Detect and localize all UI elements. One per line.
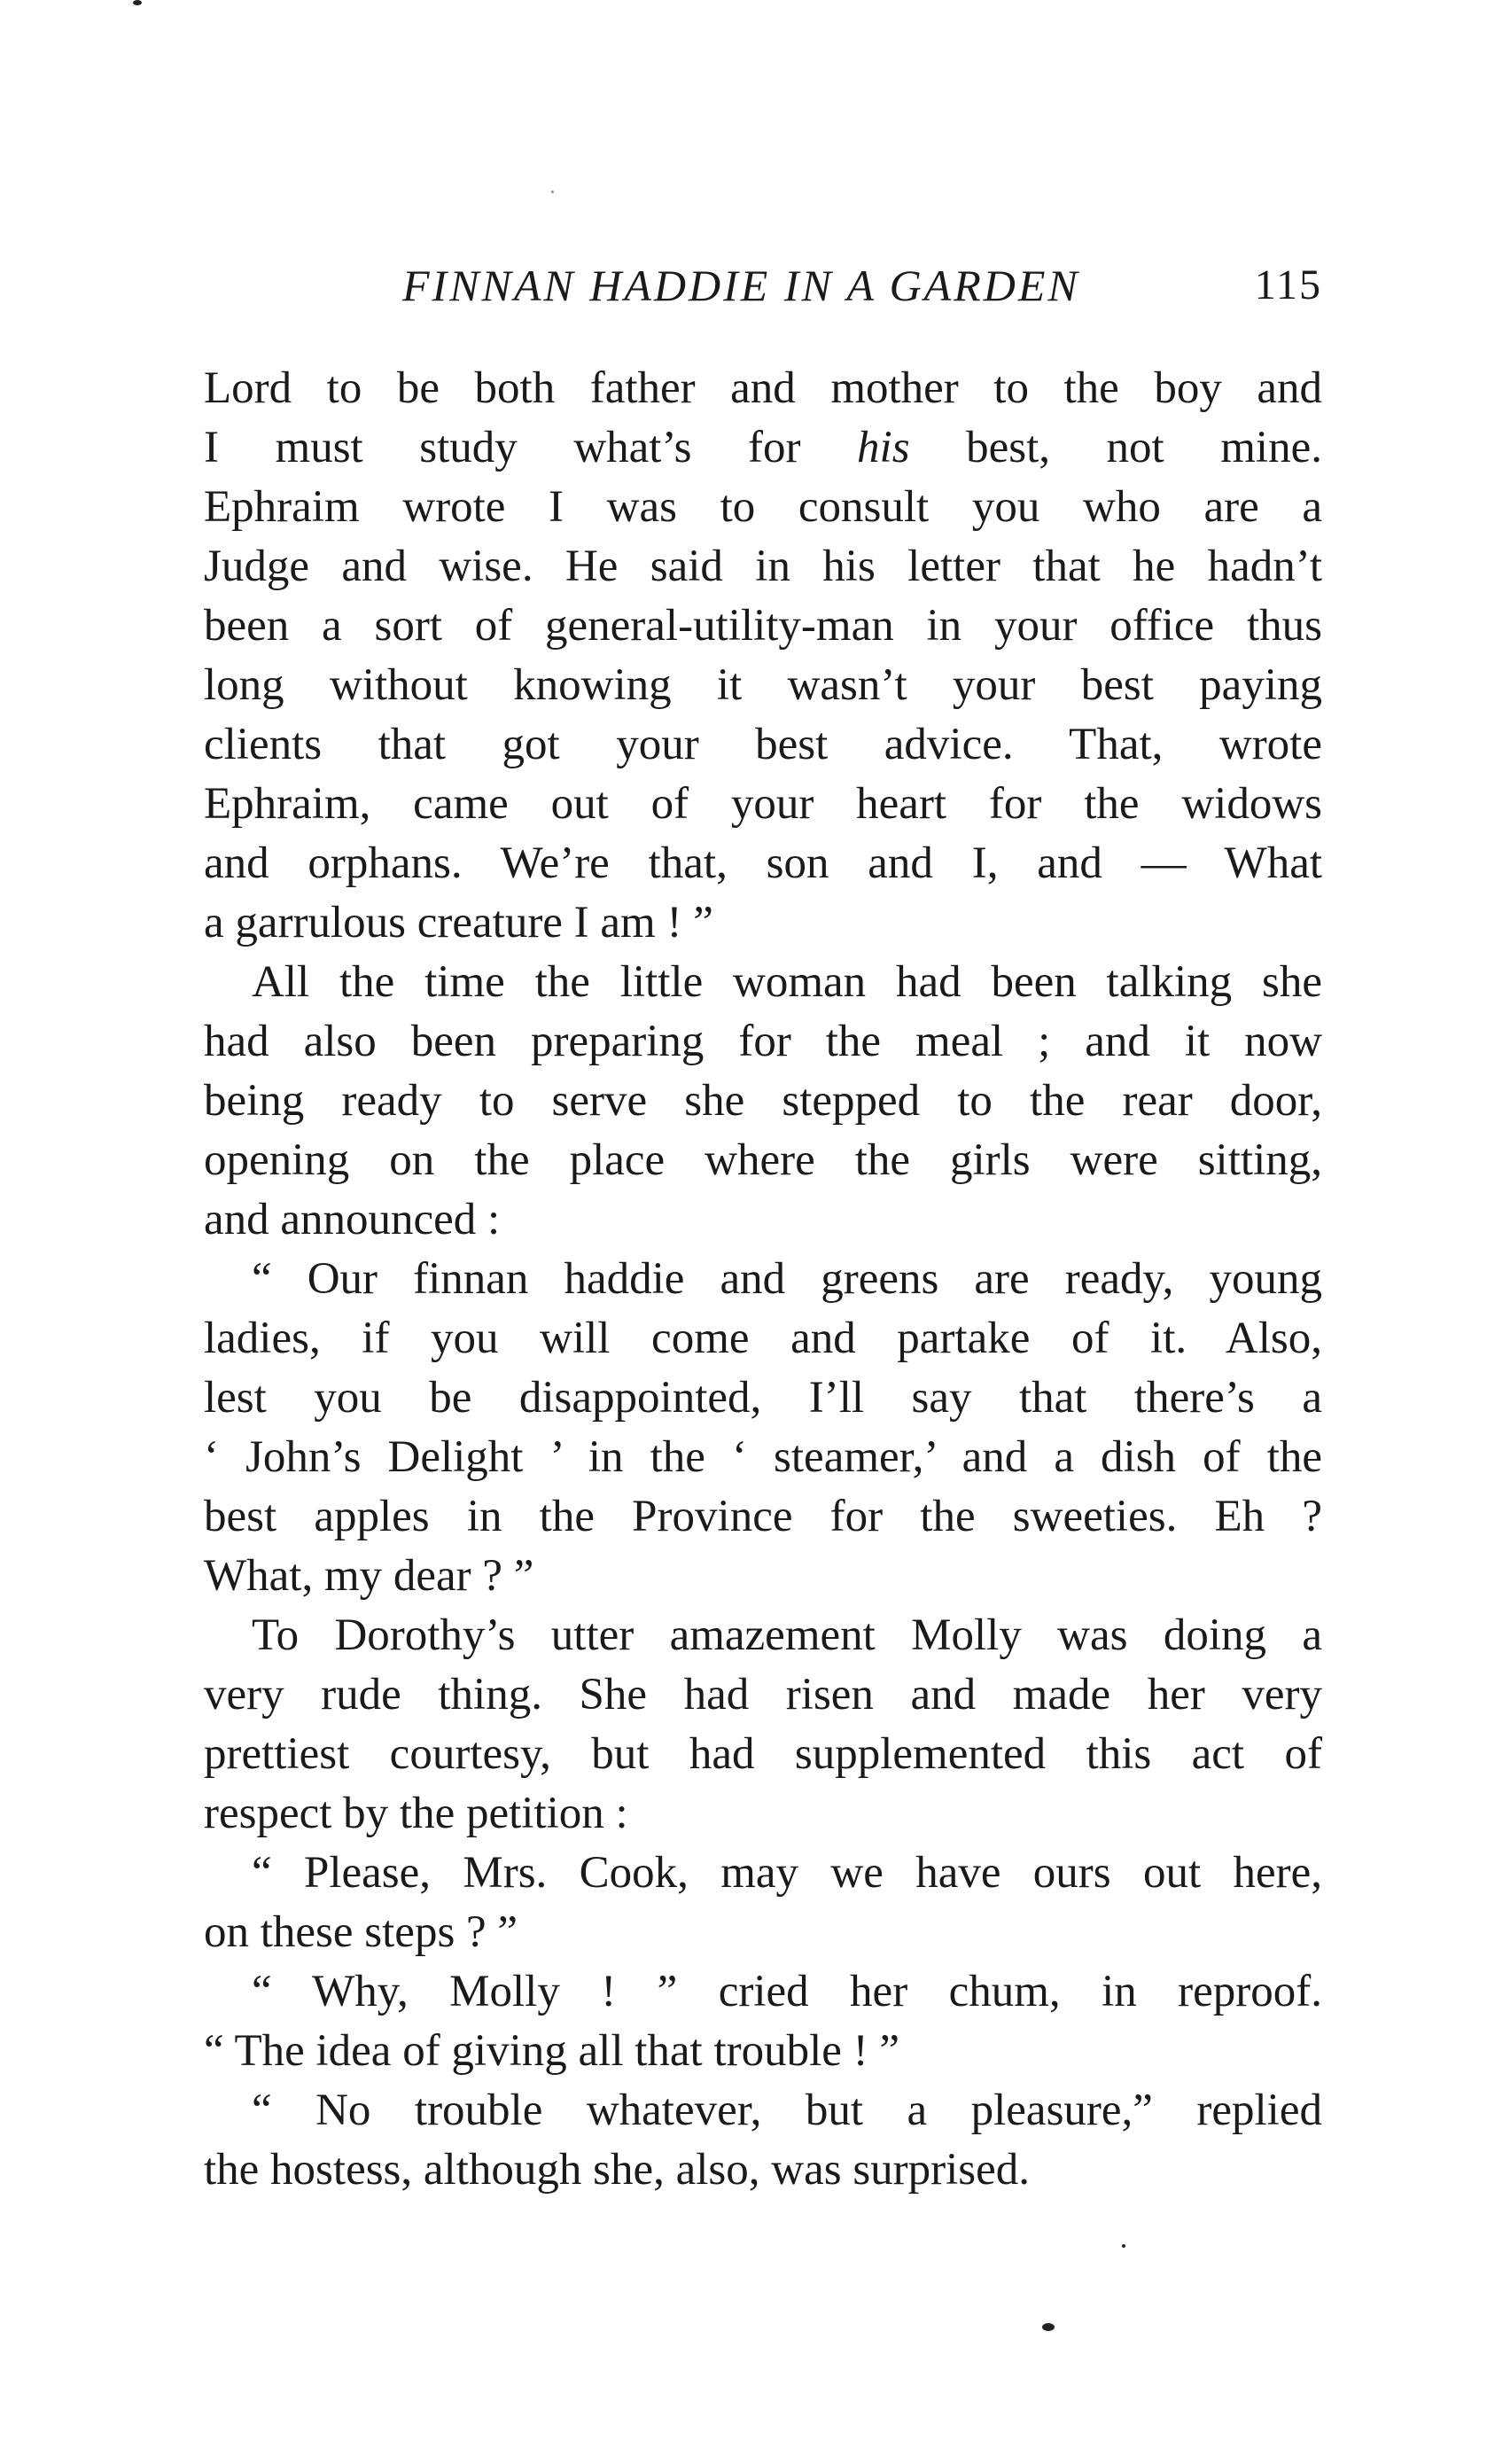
text-line: [204, 418, 1322, 478]
scan-speck: [1122, 2244, 1125, 2248]
text-line: and orphans. We’re that, son and I, and — What: [204, 838, 1322, 888]
paragraph-end-line: a garrulous creature I am ! ”: [204, 898, 713, 947]
paragraph-start-line: “ Our finnan haddie and greens are ready, young: [252, 1254, 1322, 1304]
paragraph-start-line: To Dorothy’s utter amazement Molly was doing a: [252, 1610, 1322, 1660]
text-line: best apples in the Province for the sweeties. Eh ?: [204, 1492, 1322, 1541]
text-line: lest you be disappointed, I’ll say that there’s a: [204, 1373, 1322, 1423]
text-line: long without knowing it wasn’t your best paying: [204, 660, 1322, 710]
text-segment: best, not mine.: [966, 423, 1322, 472]
text-segment: I must study what’s for: [204, 423, 801, 472]
body-text: [204, 359, 1322, 2200]
text-line: Lord to be both father and mother to the boy and: [204, 363, 1322, 413]
text-line: opening on the place where the girls were sitting,: [204, 1135, 1322, 1185]
text-line: very rude thing. She had risen and made her very: [204, 1670, 1322, 1719]
paragraph-start-line: “ Why, Molly ! ” cried her chum, in reproof.: [252, 1967, 1322, 2016]
scan-speck: [1042, 2323, 1055, 2331]
paragraph-end-line: respect by the petition :: [204, 1789, 628, 1838]
text-line: had also been preparing for the meal ; and it now: [204, 1017, 1322, 1066]
paragraph-end-line: and announced :: [204, 1195, 501, 1244]
text-line: being ready to serve she stepped to the rear door,: [204, 1076, 1322, 1126]
text-line: Judge and wise. He said in his letter that he hadn’t: [204, 542, 1322, 591]
paragraph-end-line: the hostess, although she, also, was surprised.: [204, 2145, 1031, 2195]
italic-word: his: [857, 423, 910, 472]
paragraph-start-line: “ Please, Mrs. Cook, may we have ours out here,: [252, 1848, 1322, 1898]
page-header: [204, 254, 1322, 316]
paragraph-end-line: What, my dear ? ”: [204, 1551, 534, 1601]
scan-speck: [133, 0, 142, 5]
text-line: clients that got your best advice. That, wrote: [204, 720, 1322, 769]
text-line: ‘ John’s Delight ’ in the ‘ steamer,’ and a dish of the: [204, 1432, 1322, 1482]
text-line: ladies, if you will come and partake of it. Also,: [204, 1314, 1322, 1363]
text-line: been a sort of general-utility-man in your office thus: [204, 601, 1322, 651]
text-line: Ephraim wrote I was to consult you who are a: [204, 482, 1322, 532]
paragraph-start-line: All the time the little woman had been talking she: [252, 957, 1322, 1007]
paragraph-end-line: on these steps ? ”: [204, 1907, 518, 1957]
text-line: Ephraim, came out of your heart for the widows: [204, 779, 1322, 829]
text-line: prettiest courtesy, but had supplemented this act of: [204, 1729, 1322, 1779]
scan-speck: [551, 191, 554, 193]
page-number: 115: [1254, 261, 1322, 308]
paragraph-end-line: “ The idea of giving all that trouble ! ”: [204, 2026, 900, 2076]
running-title: FINNAN HADDIE IN A GARDEN: [402, 261, 1080, 310]
paragraph-start-line: “ No trouble whatever, but a pleasure,” replied: [252, 2086, 1322, 2135]
